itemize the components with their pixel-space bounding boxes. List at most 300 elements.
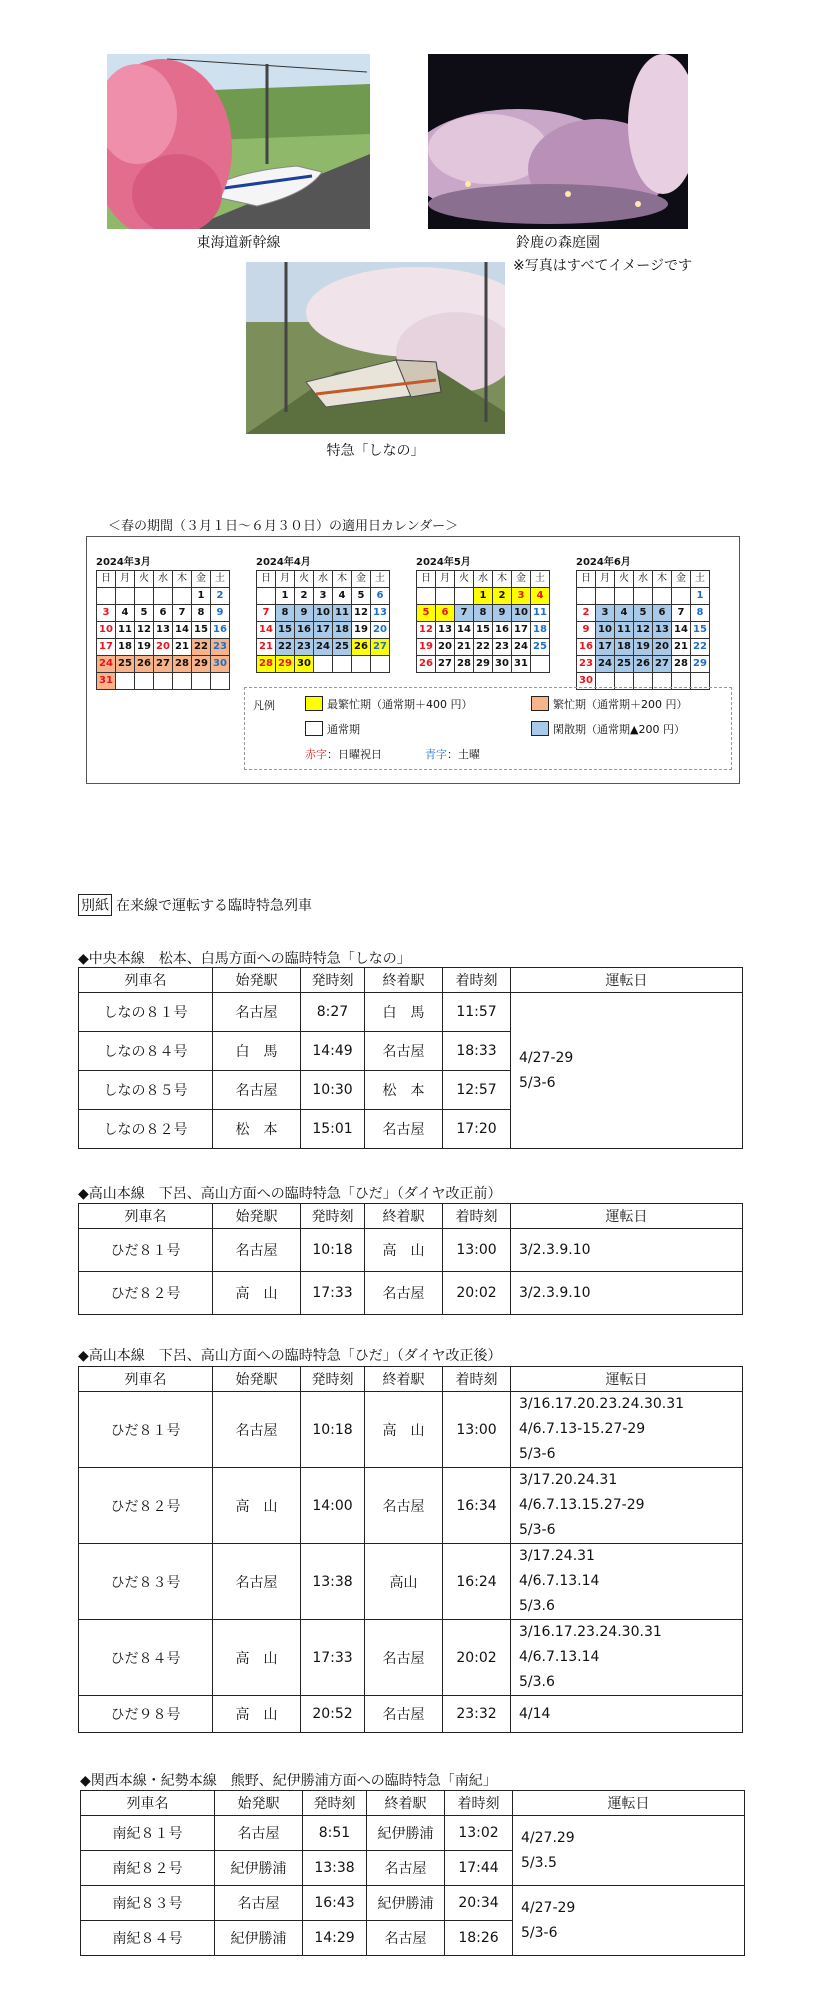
calendar-day: 21 bbox=[672, 639, 691, 656]
bekkei-heading bbox=[78, 894, 312, 916]
calendar-day: 14 bbox=[455, 622, 474, 639]
calendar-day: 2 bbox=[295, 588, 314, 605]
calendar-day: 14 bbox=[672, 622, 691, 639]
weekday-header: 水 bbox=[314, 571, 333, 588]
calendar-empty-cell bbox=[672, 588, 691, 605]
calendar-day: 14 bbox=[257, 622, 276, 639]
column-header: 始発駅 bbox=[213, 968, 301, 993]
cell-days bbox=[511, 1544, 743, 1620]
cell-train: ひだ８１号 bbox=[79, 1392, 213, 1468]
weekday-header: 日 bbox=[577, 571, 596, 588]
cell-origin: 紀伊勝浦 bbox=[215, 1851, 303, 1886]
calendar-day: 27 bbox=[154, 656, 173, 673]
calendar-day: 23 bbox=[577, 656, 596, 673]
calendar-day: 9 bbox=[577, 622, 596, 639]
calendar-day: 15 bbox=[192, 622, 211, 639]
calendar-day: 24 bbox=[97, 656, 116, 673]
column-header: 列車名 bbox=[79, 968, 213, 993]
calendar-day: 4 bbox=[531, 588, 550, 605]
cell-arr: 20:34 bbox=[445, 1886, 513, 1921]
cell-days bbox=[511, 1392, 743, 1468]
cell-origin: 名古屋 bbox=[213, 1229, 301, 1272]
calendar-day: 29 bbox=[474, 656, 493, 673]
days-line: 4/6.7.13.15.27-29 bbox=[519, 1497, 645, 1513]
cell-dest: 高 山 bbox=[365, 1229, 443, 1272]
calendar-day: 8 bbox=[276, 605, 295, 622]
cell-arr: 13:00 bbox=[443, 1392, 511, 1468]
weekday-header: 日 bbox=[97, 571, 116, 588]
month-grid bbox=[256, 570, 390, 673]
calendar-day: 7 bbox=[173, 605, 192, 622]
calendar-day: 10 bbox=[314, 605, 333, 622]
table-row bbox=[81, 1886, 745, 1921]
column-header: 着時刻 bbox=[445, 1791, 513, 1816]
calendar-day: 3 bbox=[97, 605, 116, 622]
days-line: 4/6.7.13.14 bbox=[519, 1649, 600, 1665]
cell-dest: 高山 bbox=[365, 1544, 443, 1620]
calendar-empty-cell bbox=[634, 588, 653, 605]
calendar-empty-cell bbox=[455, 588, 474, 605]
calendar-day: 6 bbox=[653, 605, 672, 622]
weekday-header: 水 bbox=[474, 571, 493, 588]
column-header: 運転日 bbox=[511, 1367, 743, 1392]
cell-dest: 名古屋 bbox=[367, 1851, 445, 1886]
calendar-day: 11 bbox=[116, 622, 135, 639]
column-header: 着時刻 bbox=[443, 1367, 511, 1392]
legend-off bbox=[531, 721, 685, 737]
calendar-empty-cell bbox=[352, 656, 371, 673]
weekday-header: 日 bbox=[417, 571, 436, 588]
table-row bbox=[79, 1468, 743, 1544]
calendar-legend bbox=[244, 687, 732, 770]
days-line: 5/3.6 bbox=[519, 1674, 555, 1690]
cell-arr: 16:34 bbox=[443, 1468, 511, 1544]
calendar-empty-cell bbox=[257, 588, 276, 605]
calendar-day: 31 bbox=[97, 673, 116, 690]
calendar-empty-cell bbox=[653, 588, 672, 605]
legend-busy bbox=[531, 696, 688, 712]
table-row bbox=[79, 1696, 743, 1733]
cell-origin: 名古屋 bbox=[215, 1886, 303, 1921]
legend-off-label: 閑散期（通常期▲200 円） bbox=[553, 723, 685, 736]
normal-swatch bbox=[305, 721, 323, 736]
calendar-day: 24 bbox=[314, 639, 333, 656]
calendar-day: 23 bbox=[295, 639, 314, 656]
weekday-header: 木 bbox=[653, 571, 672, 588]
table-row bbox=[79, 993, 743, 1032]
cell-origin: 名古屋 bbox=[215, 1816, 303, 1851]
blue-word: 青字 bbox=[425, 748, 447, 761]
calendar-day: 6 bbox=[154, 605, 173, 622]
days-line: 3/16.17.23.24.30.31 bbox=[519, 1624, 662, 1640]
calendar-day: 18 bbox=[116, 639, 135, 656]
calendar-day: 12 bbox=[417, 622, 436, 639]
off-swatch bbox=[531, 721, 549, 736]
calendar-day: 27 bbox=[371, 639, 390, 656]
cell-days bbox=[513, 1886, 745, 1956]
calendar-day: 6 bbox=[371, 588, 390, 605]
calendar-empty-cell bbox=[135, 588, 154, 605]
shinkansen-caption: 東海道新幹線 bbox=[196, 235, 281, 251]
cell-train: しなの８４号 bbox=[79, 1032, 213, 1071]
month-grid bbox=[576, 570, 710, 690]
column-header: 始発駅 bbox=[213, 1367, 301, 1392]
shinano-photo bbox=[246, 262, 505, 434]
calendar-day: 12 bbox=[135, 622, 154, 639]
table-row bbox=[79, 1272, 743, 1315]
calendar-day: 29 bbox=[192, 656, 211, 673]
cell-arr: 13:00 bbox=[443, 1229, 511, 1272]
calendar-month-march bbox=[96, 555, 230, 690]
column-header: 着時刻 bbox=[443, 1204, 511, 1229]
days-line: 3/17.24.31 bbox=[519, 1548, 595, 1564]
cell-dep: 8:27 bbox=[301, 993, 365, 1032]
calendar-day: 30 bbox=[577, 673, 596, 690]
weekday-header: 金 bbox=[352, 571, 371, 588]
table-row bbox=[79, 1620, 743, 1696]
calendar-day: 17 bbox=[512, 622, 531, 639]
cell-dest: 名古屋 bbox=[365, 1620, 443, 1696]
calendar-empty-cell bbox=[192, 673, 211, 690]
calendar-day: 27 bbox=[653, 656, 672, 673]
days-line: 3/2.3.9.10 bbox=[519, 1241, 591, 1258]
calendar-month-june bbox=[576, 555, 710, 690]
legend-peak bbox=[305, 696, 473, 712]
cell-train: ひだ８２号 bbox=[79, 1272, 213, 1315]
calendar-day: 8 bbox=[474, 605, 493, 622]
weekday-header: 月 bbox=[596, 571, 615, 588]
cell-origin: 白 馬 bbox=[213, 1032, 301, 1071]
calendar-day: 18 bbox=[615, 639, 634, 656]
cell-days bbox=[511, 1620, 743, 1696]
timetable bbox=[78, 1203, 743, 1315]
cell-origin: 高 山 bbox=[213, 1468, 301, 1544]
days-line: 4/14 bbox=[519, 1705, 551, 1722]
calendar-empty-cell bbox=[371, 656, 390, 673]
calendar-day: 22 bbox=[474, 639, 493, 656]
calendar-day: 1 bbox=[276, 588, 295, 605]
calendar-day: 27 bbox=[436, 656, 455, 673]
calendar-empty-cell bbox=[615, 588, 634, 605]
days-line: 5/3-6 bbox=[519, 1522, 556, 1538]
red-desc: ：日曜祝日 bbox=[327, 748, 382, 761]
cell-arr: 18:33 bbox=[443, 1032, 511, 1071]
calendar-day: 4 bbox=[116, 605, 135, 622]
calendar-day: 3 bbox=[314, 588, 333, 605]
calendar-day: 9 bbox=[493, 605, 512, 622]
cell-train: しなの８１号 bbox=[79, 993, 213, 1032]
calendar-month-may bbox=[416, 555, 550, 673]
cell-train: 南紀８１号 bbox=[81, 1816, 215, 1851]
month-title: 2024年6月 bbox=[576, 557, 631, 568]
section-title: ◆中央本線 松本、白馬方面への臨時特急「しなの」 bbox=[78, 951, 411, 967]
calendar-day: 24 bbox=[596, 656, 615, 673]
column-header: 発時刻 bbox=[301, 968, 365, 993]
cell-train: 南紀８２号 bbox=[81, 1851, 215, 1886]
cell-origin: 高 山 bbox=[213, 1620, 301, 1696]
cell-days bbox=[511, 1468, 743, 1544]
column-header: 始発駅 bbox=[213, 1204, 301, 1229]
cell-origin: 高 山 bbox=[213, 1272, 301, 1315]
cell-origin: 名古屋 bbox=[213, 993, 301, 1032]
weekday-header: 木 bbox=[493, 571, 512, 588]
column-header: 列車名 bbox=[79, 1367, 213, 1392]
calendar-day: 20 bbox=[154, 639, 173, 656]
table-row bbox=[81, 1816, 745, 1851]
cell-arr: 13:02 bbox=[445, 1816, 513, 1851]
cell-train: 南紀８４号 bbox=[81, 1921, 215, 1956]
calendar-day: 19 bbox=[135, 639, 154, 656]
cell-arr: 20:02 bbox=[443, 1620, 511, 1696]
section-title: ◆高山本線 下呂、高山方面への臨時特急「ひだ」（ダイヤ改正前） bbox=[78, 1186, 502, 1202]
calendar-day: 30 bbox=[211, 656, 230, 673]
days-line: 5/3.5 bbox=[521, 1854, 557, 1871]
section-title: ◆関西本線・紀勢本線 熊野、紀伊勝浦方面への臨時特急「南紀」 bbox=[80, 1773, 497, 1789]
suzuka-caption: 鈴鹿の森庭園 bbox=[516, 235, 600, 251]
calendar-day: 19 bbox=[417, 639, 436, 656]
calendar-day: 22 bbox=[192, 639, 211, 656]
timetable bbox=[80, 1790, 745, 1956]
cell-train: しなの８５号 bbox=[79, 1071, 213, 1110]
cell-train: ひだ８３号 bbox=[79, 1544, 213, 1620]
calendar-day: 17 bbox=[314, 622, 333, 639]
weekday-header: 月 bbox=[276, 571, 295, 588]
column-header: 終着駅 bbox=[365, 1367, 443, 1392]
weekday-header: 月 bbox=[116, 571, 135, 588]
calendar-empty-cell bbox=[596, 588, 615, 605]
cell-dep: 8:51 bbox=[303, 1816, 367, 1851]
cell-train: 南紀８３号 bbox=[81, 1886, 215, 1921]
days-line: 5/3-6 bbox=[519, 1074, 556, 1091]
cell-origin: 名古屋 bbox=[213, 1392, 301, 1468]
cell-train: ひだ８２号 bbox=[79, 1468, 213, 1544]
calendar-day: 12 bbox=[352, 605, 371, 622]
weekday-header: 日 bbox=[257, 571, 276, 588]
calendar-day: 5 bbox=[634, 605, 653, 622]
cell-dest: 紀伊勝浦 bbox=[367, 1886, 445, 1921]
calendar-day: 28 bbox=[455, 656, 474, 673]
calendar-day: 4 bbox=[333, 588, 352, 605]
weekday-header: 金 bbox=[512, 571, 531, 588]
calendar-day: 21 bbox=[173, 639, 192, 656]
calendar-day: 5 bbox=[417, 605, 436, 622]
calendar-day: 30 bbox=[493, 656, 512, 673]
cell-dest: 名古屋 bbox=[365, 1468, 443, 1544]
weekday-header: 水 bbox=[634, 571, 653, 588]
calendar-day: 23 bbox=[493, 639, 512, 656]
cell-dep: 17:33 bbox=[301, 1620, 365, 1696]
calendar-day: 1 bbox=[691, 588, 710, 605]
calendar-day: 15 bbox=[276, 622, 295, 639]
calendar-empty-cell bbox=[116, 588, 135, 605]
days-line: 5/3-6 bbox=[519, 1446, 556, 1462]
days-line: 4/27-29 bbox=[521, 1899, 576, 1916]
cell-dep: 14:29 bbox=[303, 1921, 367, 1956]
column-header: 始発駅 bbox=[215, 1791, 303, 1816]
calendar-day: 15 bbox=[474, 622, 493, 639]
weekday-header: 土 bbox=[531, 571, 550, 588]
calendar-day: 16 bbox=[211, 622, 230, 639]
cell-train: ひだ９８号 bbox=[79, 1696, 213, 1733]
legend-normal bbox=[305, 721, 360, 737]
calendar-day: 5 bbox=[135, 605, 154, 622]
calendar-day: 10 bbox=[97, 622, 116, 639]
days-line: 3/16.17.20.23.24.30.31 bbox=[519, 1396, 685, 1412]
cell-arr: 18:26 bbox=[445, 1921, 513, 1956]
calendar-day: 22 bbox=[691, 639, 710, 656]
cell-train: しなの８２号 bbox=[79, 1110, 213, 1149]
legend-busy-label: 繁忙期（通常期＋200 円） bbox=[553, 698, 688, 711]
legend-normal-label: 通常期 bbox=[327, 723, 360, 736]
cell-dest: 高 山 bbox=[365, 1392, 443, 1468]
calendar-day: 13 bbox=[154, 622, 173, 639]
calendar-day: 13 bbox=[653, 622, 672, 639]
calendar-empty-cell bbox=[154, 673, 173, 690]
cell-dep: 15:01 bbox=[301, 1110, 365, 1149]
cell-origin: 紀伊勝浦 bbox=[215, 1921, 303, 1956]
busy-swatch bbox=[531, 696, 549, 711]
weekday-header: 土 bbox=[211, 571, 230, 588]
calendar-day: 20 bbox=[436, 639, 455, 656]
column-header: 列車名 bbox=[79, 1204, 213, 1229]
calendar-day: 17 bbox=[97, 639, 116, 656]
cell-dep: 17:33 bbox=[301, 1272, 365, 1315]
section-title: ◆高山本線 下呂、高山方面への臨時特急「ひだ」（ダイヤ改正後） bbox=[78, 1348, 502, 1364]
cell-dep: 20:52 bbox=[301, 1696, 365, 1733]
bekkei-box: 別紙 bbox=[78, 894, 112, 916]
cell-dep: 16:43 bbox=[303, 1886, 367, 1921]
calendar-day: 15 bbox=[691, 622, 710, 639]
calendar-day: 16 bbox=[295, 622, 314, 639]
calendar-empty-cell bbox=[314, 656, 333, 673]
calendar-day: 20 bbox=[653, 639, 672, 656]
cell-dep: 10:18 bbox=[301, 1229, 365, 1272]
calendar-day: 25 bbox=[116, 656, 135, 673]
cell-dest: 松 本 bbox=[365, 1071, 443, 1110]
calendar-day: 19 bbox=[352, 622, 371, 639]
days-line: 5/3-6 bbox=[521, 1924, 558, 1941]
weekday-header: 月 bbox=[436, 571, 455, 588]
cell-days bbox=[513, 1816, 745, 1886]
legend-label: 凡例 bbox=[253, 699, 275, 712]
calendar-day: 5 bbox=[352, 588, 371, 605]
weekday-header: 木 bbox=[333, 571, 352, 588]
calendar-day: 12 bbox=[634, 622, 653, 639]
calendar-day: 25 bbox=[615, 656, 634, 673]
calendar-day: 29 bbox=[276, 656, 295, 673]
calendar-empty-cell bbox=[417, 588, 436, 605]
cell-days bbox=[511, 993, 743, 1149]
calendar-day: 3 bbox=[512, 588, 531, 605]
column-header: 発時刻 bbox=[301, 1204, 365, 1229]
calendar-day: 7 bbox=[257, 605, 276, 622]
month-title: 2024年5月 bbox=[416, 557, 471, 568]
calendar-day: 25 bbox=[531, 639, 550, 656]
calendar-day: 21 bbox=[257, 639, 276, 656]
calendar-day: 6 bbox=[436, 605, 455, 622]
cell-dest: 名古屋 bbox=[367, 1921, 445, 1956]
days-line: 4/27.29 bbox=[521, 1829, 575, 1846]
calendar-day: 18 bbox=[333, 622, 352, 639]
calendar-empty-cell bbox=[211, 673, 230, 690]
calendar-day: 3 bbox=[596, 605, 615, 622]
cell-origin: 松 本 bbox=[213, 1110, 301, 1149]
calendar-day: 18 bbox=[531, 622, 550, 639]
calendar-day: 28 bbox=[257, 656, 276, 673]
weekday-header: 木 bbox=[173, 571, 192, 588]
calendar-day: 17 bbox=[596, 639, 615, 656]
shinkansen-photo bbox=[107, 54, 370, 229]
cell-dest: 名古屋 bbox=[365, 1032, 443, 1071]
calendar-day: 2 bbox=[211, 588, 230, 605]
cell-days bbox=[511, 1696, 743, 1733]
days-line: 3/2.3.9.10 bbox=[519, 1284, 591, 1301]
legend-red-text bbox=[305, 746, 382, 762]
cell-arr: 23:32 bbox=[443, 1696, 511, 1733]
weekday-header: 火 bbox=[615, 571, 634, 588]
bekkei-title: 在来線で運転する臨時特急列車 bbox=[116, 898, 312, 914]
calendar-day: 31 bbox=[512, 656, 531, 673]
calendar-day: 11 bbox=[531, 605, 550, 622]
table-row bbox=[79, 1392, 743, 1468]
cell-dest: 紀伊勝浦 bbox=[367, 1816, 445, 1851]
shinano-caption: 特急「しなの」 bbox=[326, 443, 425, 459]
column-header: 運転日 bbox=[511, 1204, 743, 1229]
cell-train: ひだ８４号 bbox=[79, 1620, 213, 1696]
weekday-header: 火 bbox=[295, 571, 314, 588]
calendar-day: 30 bbox=[295, 656, 314, 673]
calendar-day: 13 bbox=[371, 605, 390, 622]
calendar-day: 20 bbox=[371, 622, 390, 639]
cell-dep: 10:18 bbox=[301, 1392, 365, 1468]
cell-dep: 13:38 bbox=[301, 1544, 365, 1620]
calendar-day: 16 bbox=[577, 639, 596, 656]
cell-arr: 17:44 bbox=[445, 1851, 513, 1886]
month-title: 2024年3月 bbox=[96, 557, 151, 568]
calendar-day: 29 bbox=[691, 656, 710, 673]
calendar-month-april bbox=[256, 555, 390, 673]
calendar-day: 9 bbox=[211, 605, 230, 622]
red-word: 赤字 bbox=[305, 748, 327, 761]
cell-days bbox=[511, 1229, 743, 1272]
calendar-empty-cell bbox=[333, 656, 352, 673]
weekday-header: 水 bbox=[154, 571, 173, 588]
calendar-day: 21 bbox=[455, 639, 474, 656]
month-title: 2024年4月 bbox=[256, 557, 311, 568]
calendar-day: 8 bbox=[691, 605, 710, 622]
calendar-day: 24 bbox=[512, 639, 531, 656]
legend-peak-label: 最繁忙期（通常期＋400 円） bbox=[327, 698, 473, 711]
cell-dep: 10:30 bbox=[301, 1071, 365, 1110]
cell-train: ひだ８１号 bbox=[79, 1229, 213, 1272]
timetable bbox=[78, 1366, 743, 1733]
cell-dest: 白 馬 bbox=[365, 993, 443, 1032]
calendar-day: 10 bbox=[512, 605, 531, 622]
calendar-day: 19 bbox=[634, 639, 653, 656]
calendar-empty-cell bbox=[173, 673, 192, 690]
calendar-day: 9 bbox=[295, 605, 314, 622]
cell-dest: 名古屋 bbox=[365, 1110, 443, 1149]
weekday-header: 土 bbox=[371, 571, 390, 588]
table-row bbox=[79, 1544, 743, 1620]
calendar-day: 28 bbox=[173, 656, 192, 673]
calendar-day: 11 bbox=[333, 605, 352, 622]
calendar-day: 22 bbox=[276, 639, 295, 656]
column-header: 終着駅 bbox=[367, 1791, 445, 1816]
cell-origin: 高 山 bbox=[213, 1696, 301, 1733]
weekday-header: 火 bbox=[135, 571, 154, 588]
calendar-day: 26 bbox=[352, 639, 371, 656]
